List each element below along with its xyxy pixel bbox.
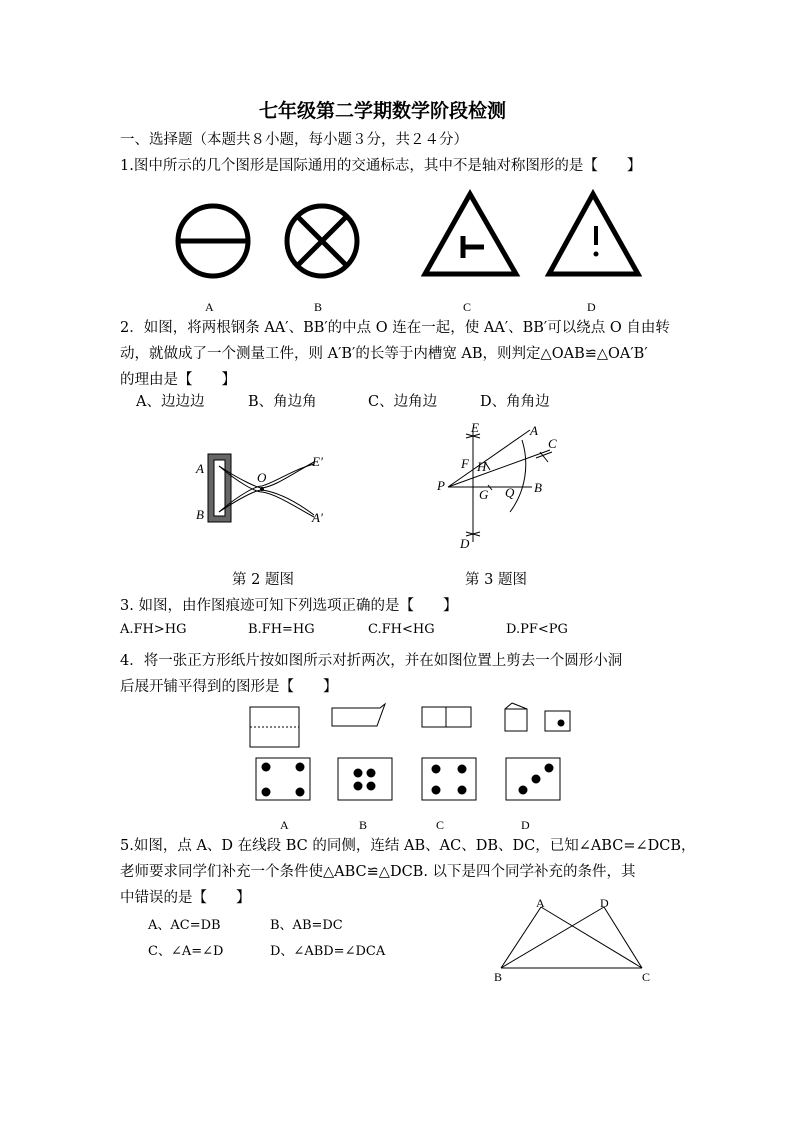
q2-label-a-prime: A' (312, 510, 323, 525)
q1-label-c: C (463, 300, 472, 314)
question-4-line2: 后展开铺平得到的图形是【 】 (120, 679, 338, 695)
q2-label-a: A (196, 461, 204, 476)
question-5-line3: 中错误的是【 】 (120, 890, 251, 906)
q5-label-d: D (600, 896, 609, 910)
q5-label-c: C (642, 970, 651, 984)
q3-option-c: C.FH<HG (368, 622, 435, 637)
question-1-text: 1.图中所示的几个图形是国际通用的交通标志，其中不是轴对称图形的是【 】 (120, 158, 642, 174)
q5-label-b: B (494, 970, 503, 984)
q3-label-a: A (530, 423, 538, 438)
question-5-line2: 老师要求同学们补充一个条件使△ABC≌△DCB. 以下是四个同学补充的条件，其 (120, 864, 636, 880)
q5-option-a: A、AC=DB (148, 918, 221, 933)
q5-option-c: C、∠A=∠D (148, 944, 224, 959)
section-heading: 一、选择题（本题共８小题，每小题３分，共２４分） (120, 132, 468, 148)
q5-option-b: B、AB=DC (270, 918, 343, 933)
q3-label-e: E (471, 420, 479, 435)
q1-label-d: D (587, 300, 596, 314)
q1-label-a: A (205, 300, 214, 314)
q3-label-h: H (477, 459, 487, 474)
q3-label-g: G (479, 487, 489, 502)
q4-label-c: C (436, 818, 445, 832)
q2-option-b: B、角边角 (248, 394, 317, 410)
q2-option-d: D、角角边 (480, 394, 550, 410)
q2-label-b-prime: E' (312, 454, 323, 469)
question-2-line3: 的理由是【 】 (120, 372, 236, 388)
q3-label-f: F (461, 456, 469, 471)
q4-label-b: B (359, 818, 368, 832)
q3-label-p: P (437, 478, 445, 493)
q3-label-c: C (548, 436, 557, 451)
page-title: 七年级第二学期数学阶段检测 (259, 100, 507, 122)
q3-option-d: D.PF<PG (506, 622, 568, 637)
question-4-line1: 4．将一张正方形纸片按如图所示对折两次，并在如图位置上剪去一个圆形小洞 (120, 653, 623, 669)
q3-caption: 第 3 题图 (465, 572, 527, 588)
q3-label-b: B (534, 480, 542, 495)
q2-caption: 第 2 题图 (232, 572, 294, 588)
q2-option-a: A、边边边 (136, 394, 205, 410)
q5-label-a: A (536, 896, 545, 910)
question-2-line2: 动，就做成了一个测量工件，则 A′B′的长等于内槽宽 AB，则判定△OAB≌△OA′B′ (120, 346, 648, 362)
q3-label-q: Q (505, 485, 515, 500)
question-5-line1: 5.如图，点 A、D 在线段 BC 的同侧，连结 AB、AC、DB、DC，已知∠ABC=∠DCB， (120, 838, 696, 854)
q1-label-b: B (314, 300, 323, 314)
q4-label-a: A (280, 818, 289, 832)
q3-option-a: A.FH>HG (120, 622, 187, 637)
question-2-line1: 2．如图，将两根钢条 AA′、BB′的中点 O 连在一起，使 AA′、BB′可以绕点 O 自由转 (120, 320, 670, 336)
q4-label-d: D (521, 818, 530, 832)
q2-label-o: O (257, 470, 267, 485)
q3-option-b: B.FH=HG (248, 622, 315, 637)
q5-option-d: D、∠ABD=∠DCA (270, 944, 386, 959)
question-3-text: 3. 如图，由作图痕迹可知下列选项正确的是【 】 (120, 598, 458, 614)
q2-option-c: C、边角边 (368, 394, 438, 410)
q3-label-d: D (460, 536, 470, 551)
q2-label-b: B (196, 507, 204, 522)
